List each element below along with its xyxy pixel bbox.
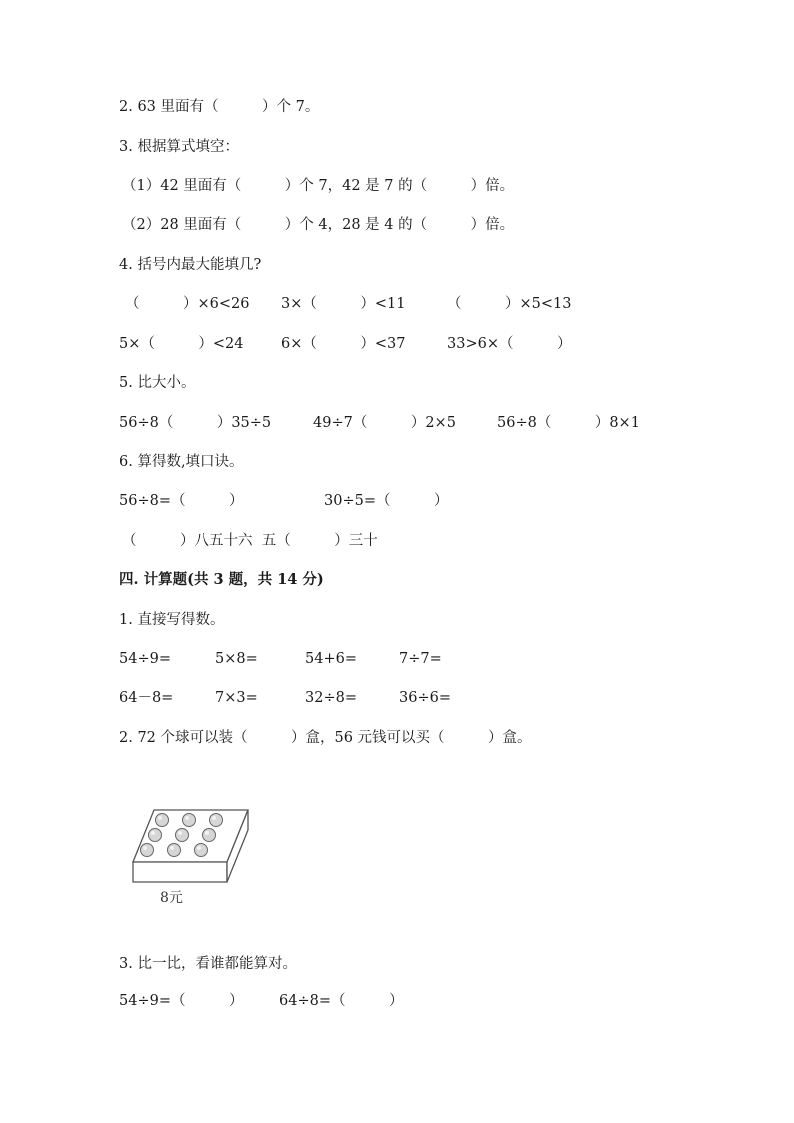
direct-calc-item: 64－8= xyxy=(119,690,174,706)
max-fill-item: 3×（ ）<11 xyxy=(281,296,406,312)
ball-icon xyxy=(183,814,196,827)
max-fill-item: 5×（ ）<24 xyxy=(119,336,244,352)
ball-icon xyxy=(156,814,169,827)
compare-item: 49÷7（ ）2×5 xyxy=(313,415,456,431)
calc-rhyme-item: 30÷5=（ ） xyxy=(324,493,449,509)
calc-direct-title: 1. 直接写得数。 xyxy=(119,612,225,628)
ball-highlight xyxy=(143,846,147,850)
question-max-fill-title: 4. 括号内最大能填几? xyxy=(119,257,262,273)
direct-calc-item: 54÷9= xyxy=(119,651,171,667)
ball-icon xyxy=(195,844,208,857)
direct-calc-item: 7÷7= xyxy=(399,651,442,667)
ball-box-illustration xyxy=(126,802,252,910)
rhyme-fill-line: （ ）八五十六 五（ ）三十 xyxy=(122,533,378,549)
ball-icon xyxy=(203,829,216,842)
ball-highlight xyxy=(158,816,162,820)
ball-highlight xyxy=(178,831,182,835)
ball-icon xyxy=(168,844,181,857)
section-4-heading: 四. 计算题(共 3 题，共 14 分) xyxy=(119,571,324,588)
direct-calc-item: 54+6= xyxy=(305,651,357,667)
ball-highlight xyxy=(185,816,189,820)
max-fill-item: （ ）×6<26 xyxy=(125,296,250,312)
compare-calc-title: 3. 比一比，看谁都能算对。 xyxy=(119,956,297,972)
compare-item: 56÷8（ ）35÷5 xyxy=(119,415,272,431)
question-calc-rhyme-title: 6. 算得数,填口诀。 xyxy=(119,454,244,470)
direct-calc-item: 5×8= xyxy=(215,651,258,667)
ball-icon xyxy=(141,844,154,857)
compare-calc-item: 64÷8=（ ） xyxy=(279,993,404,1009)
ball-icon xyxy=(176,829,189,842)
compare-item: 56÷8（ ）8×1 xyxy=(497,415,640,431)
question-63-contains-7: 2. 63 里面有（ ）个 7。 xyxy=(119,99,320,115)
ball-highlight xyxy=(151,831,155,835)
calc-balls-boxes-question: 2. 72 个球可以装（ ）盒，56 元钱可以买（ ）盒。 xyxy=(119,730,532,746)
ball-icon xyxy=(210,814,223,827)
ball-highlight xyxy=(197,846,201,850)
ball-highlight xyxy=(212,816,216,820)
direct-calc-item: 36÷6= xyxy=(399,690,451,706)
direct-calc-item: 32÷8= xyxy=(305,690,357,706)
direct-calc-item: 7×3= xyxy=(215,690,258,706)
ball-highlight xyxy=(205,831,209,835)
max-fill-item: 33>6×（ ） xyxy=(447,336,572,352)
box-price-label: 8元 xyxy=(160,890,183,906)
compare-calc-item: 54÷9=（ ） xyxy=(119,993,244,1009)
question-compare-title: 5. 比大小。 xyxy=(119,375,196,391)
max-fill-item: 6×（ ）<37 xyxy=(281,336,406,352)
ball-box-image xyxy=(126,802,252,910)
ball-highlight xyxy=(170,846,174,850)
ball-icon xyxy=(149,829,162,842)
question-fill-item-2: （2）28 里面有（ ）个 4，28 是 4 的（ ）倍。 xyxy=(122,217,515,233)
max-fill-item: （ ）×5<13 xyxy=(447,296,572,312)
calc-rhyme-item: 56÷8=（ ） xyxy=(119,493,244,509)
question-fill-item-1: （1）42 里面有（ ）个 7，42 是 7 的（ ）倍。 xyxy=(122,178,515,194)
question-fill-by-formula-title: 3. 根据算式填空： xyxy=(119,139,239,155)
